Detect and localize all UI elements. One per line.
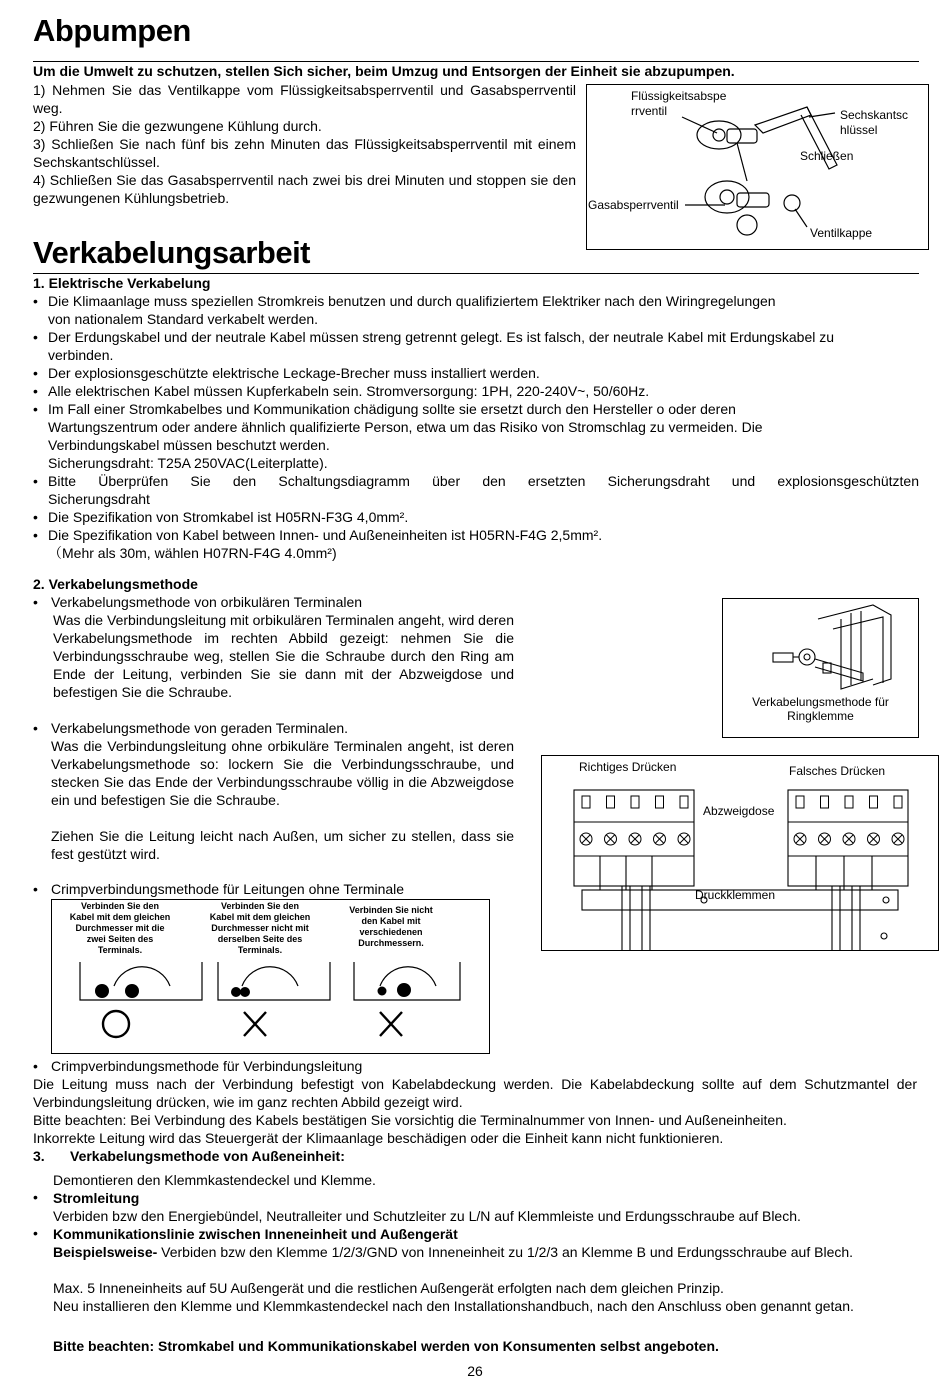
straight-terminal-text-2: Ziehen Sie die Leitung leicht nach Außen, um sicher zu stellen, dass sie fest gestützt wird. [51,828,514,862]
caption-line: Terminals. [237,945,283,955]
bullet-line: Sicherungsdraht: T25A 250VAC(Leiterplatte). [48,455,328,471]
right-press-label: Richtiges Drücken [579,760,677,774]
terminal-slot [796,796,804,808]
wiring-note [33,1111,923,1147]
close-label: Schließen [800,149,854,163]
wiring-bullet [33,472,919,508]
note-line: Inkorrekte Leitung wird das Steuergerät der Klimaanlage beschädigen oder die Einheit kann nicht funktionieren. [33,1130,724,1146]
pressing-drawing [542,756,938,950]
comm-line-heading: Kommunikationslinie zwischen Inneneinheit und Außengerät [53,1226,458,1242]
bullet-line: Sicherungsdraht [48,491,150,507]
pumpdown-step: 1) Nehmen Sie das Ventilkappe vom Flüssigkeitsabsperrventil und Gasabsperrventil weg. [33,82,576,116]
bullet-dot: • [33,720,38,736]
pumpdown-step: 4) Schließen Sie das Gasabsperrventil nach zwei bis drei Minuten und stoppen sie den gezwungenen Kühlungsbetrieb. [33,172,576,206]
caption-line: verschiedenen [359,927,423,937]
caption-line: Verbinden Sie nicht [349,905,433,915]
gas-valve-label: Gasabsperrventil [588,198,679,212]
bullet-dot: • [33,401,38,417]
crimp-caption-2 [197,901,323,956]
valve-figure [586,84,929,250]
screw-cross [796,835,804,843]
bullet-dot: • [33,383,38,399]
bullet-dot: • [33,329,38,345]
page-title-abpumpen: Abpumpen [33,13,191,48]
caption-line: Kabel mit dem gleichen [69,912,171,922]
clamps-label: Druckklemmen [695,888,776,902]
power-line-text: Verbiden bzw den Energiebündel, Neutralleiter und Schutzleiter zu L/N auf Klemmleiste und Erdungsschraube auf Blech. [53,1208,801,1224]
outdoor-wiring-heading: Verkabelungsmethode von Außeneinheit: [70,1148,345,1164]
junction-box-label: Abzweigdose [703,804,775,818]
wiring-bullet [33,526,919,562]
wiring-bullet [33,400,919,472]
pumpdown-step: 2) Führen Sie die gezwungene Kühlung durch. [33,118,322,134]
bullet-dot: • [33,881,38,897]
crimp-heading: Crimpverbindungsmethode für Leitungen ohne Terminale [51,881,405,897]
electrical-bullets [33,292,919,562]
crimp-caption-1 [57,901,183,956]
bullet-line: Der Erdungskabel und der neutrale Kabel müssen streng getrennt gelegt. Es ist falsch, der neutrale Kabel mit Erdungskabel zu [48,329,835,345]
bullet-line: Wartungszentrum oder andere ähnlich qualifizierte Person, etwa um das Risiko von Stromschlag zu vermeiden. Die [48,419,763,435]
liquid-valve-label-2: rrventil [631,104,668,118]
pumpdown-steps [33,81,576,207]
terminal-slot [845,796,853,808]
caption-line: Verbinden Sie den [80,901,160,911]
bullet-line: （Mehr als 30m, wählen H07RN-F4G 4.0mm²) [48,545,337,561]
terminal-slot [607,796,615,808]
caption-line: derselben Seite des [217,934,303,944]
screw-cross [631,835,639,843]
caption-line: Kabel mit dem gleichen [209,912,311,922]
screw-cross [894,835,902,843]
electrical-wiring-heading: 1. Elektrische Verkabelung [33,275,211,291]
final-note: Bitte beachten: Stromkabel und Kommunikationskabel werden von Konsumenten selbst angeboten. [53,1338,719,1354]
bullet-dot: • [33,365,38,381]
ring-terminal-figure [722,598,919,738]
bullet-line: verbinden. [48,347,114,363]
bullet-dot: • [33,293,38,309]
straight-terminal-heading: Verkabelungsmethode von geraden Terminalen. [51,720,349,736]
caption-line: den Kabel mit [361,916,421,926]
wrong-press-label: Falsches Drücken [789,764,886,778]
wiring-bullet [33,508,919,526]
outdoor-wiring-number: 3. [33,1148,45,1164]
caption-line: Terminals. [97,945,143,955]
terminal-slot [631,796,639,808]
bullet-line: Die Spezifikation von Kabel between Innen- und Außeneinheiten ist H05RN-F4G 2,5mm². [48,527,603,543]
ring-figure-caption-2: Ringklemme [787,709,854,723]
bullet-line: Die Spezifikation von Stromkabel ist H05RN-F3G 4,0mm². [48,509,409,525]
wiring-bullet [33,382,919,400]
wiring-bullet [33,292,919,328]
crimp2-heading: Crimpverbindungsmethode für Verbindungsleitung [51,1058,363,1074]
caption-line: Durchmesser mit die [75,923,165,933]
ring-figure-caption: Verkabelungsmethode für [752,695,889,709]
screw-cross [821,835,829,843]
terminal-slot [821,796,829,808]
liquid-valve-label: Flüssigkeitsabspe [631,89,727,103]
screw-cross [607,835,615,843]
hex-key-label: Sechskantsc [840,108,909,122]
terminal-slot [894,796,902,808]
pressing-figure [541,755,939,951]
crimp2-text: Die Leitung muss nach der Verbindung befestigt von Kabelabdeckung werden. Die Kabelabdeckung sollte auf dem Schutzmantel der Verbindungsleitung drücken, wie im ganz rechten Abbild gezeigt wird. [33,1076,917,1110]
terminal-slot [870,796,878,808]
screw-cross [870,835,878,843]
caption-line: zwei Seiten des [86,934,154,944]
bullet-line: Alle elektrischen Kabel müssen Kupferkabeln sein. Stromversorgung: 1PH, 220-240V~, 50/60Hz. [48,383,650,399]
bullet-line: Im Fall einer Stromkabelbes und Kommunikation chädigung sollte sie ersetzt durch den Hersteller o oder deren [48,401,736,417]
section-title-wiring: Verkabelungsarbeit [33,235,311,270]
bullet-line: Bitte Überprüfen Sie den Schaltungsdiagramm über den ersetzten Sicherungsdraht und explosionsgeschützten [48,473,919,489]
hex-key-label-2: hlüssel [840,123,878,137]
ring-terminal-text: Was die Verbindungsleitung mit orbikulären Terminalen angeht, wird deren Verkabelungsmethode im rechten Abbild gezeigt: nehmen Sie die Verbindungsschraube weg, stellen Sie die Schraube durch den Ring am Ende der Leitung, verbinden Sie sie dann mit der Abzweigdose und befestigen Sie die Schraube. [53,612,514,700]
pumpdown-intro: Um die Umwelt zu schutzen, stellen Sich sicher, beim Umzug und Entsorgen der Einheit sie abzupumpen. [33,63,735,79]
bullet-dot: • [33,594,38,610]
caption-line: Verbinden Sie den [220,901,300,911]
comm-example [53,1243,919,1261]
comm-example-label: Beispielsweise- [53,1244,158,1260]
power-line-heading: Stromleitung [53,1190,140,1206]
bullet-line: Die Klimaanlage muss speziellen Stromkreis benutzen und durch qualifiziertem Elektriker nach den Wiringregelungen [48,293,776,309]
bullet-dot: • [33,473,38,489]
bullet-line: von nationalem Standard verkabelt werden. [48,311,319,327]
screw-cross [656,835,664,843]
bullet-dot: • [33,1225,38,1241]
bullet-dot: • [33,527,38,543]
straight-terminal-text: Was die Verbindungsleitung ohne orbikuläre Terminalen angeht, ist deren Verkabelungsmethode so: lockern Sie die Verbindungsschraube, und stecken Sie das Ende der Verbindungsschraube völlig in die Abzweigdose ein und befestigen Sie die Schraube. [51,738,514,808]
terminal-slot [656,796,664,808]
crimp-caption-3 [336,905,446,949]
wiring-bullet [33,328,919,364]
terminal-slot [680,796,688,808]
bullet-dot: • [33,1189,38,1205]
comm-example-text: Verbiden bzw den Klemme 1/2/3/GND von Inneneinheit zu 1/2/3 an Klemme B und Erdungsschraube auf Blech. [157,1244,854,1260]
bullet-line: Der explosionsgeschützte elektrische Leckage-Brecher muss installiert werden. [48,365,540,381]
comm-max: Max. 5 Inneneinheits auf 5U Außengerät und die restlichen Außengerät erfolgten nach dem gleichen Prinzip. [53,1280,724,1296]
page-number: 26 [467,1363,483,1379]
outdoor-wiring-step: Demontieren den Klemmkastendeckel und Klemme. [53,1172,376,1188]
bullet-dot: • [33,509,38,525]
caption-line: Durchmesser nicht mit [211,923,309,933]
valve-cap-label: Ventilkappe [810,226,873,240]
crimp-figure [51,899,490,1054]
screw-cross [582,835,590,843]
wiring-method-heading: 2. Verkabelungsmethode [33,576,198,592]
pumpdown-step: 3) Schließen Sie nach fünf bis zehn Minuten das Flüssigkeitsabsperrventil mit einem Sechskantschlüssel. [33,136,576,170]
note-line: Bitte beachten: Bei Verbindung des Kabels bestätigen Sie vorsichtig die Terminalnummer von Innen- und Außeneinheiten. [33,1112,787,1128]
comm-reinstall: Neu installieren den Klemme und Klemmkastendeckel nach den Installationshandbuch, nach den Anschluss oben genannt getan. [53,1298,854,1314]
terminal-slot [582,796,590,808]
wiring-bullet [33,364,919,382]
ring-terminal-heading: Verkabelungsmethode von orbikulären Terminalen [51,594,363,610]
screw-cross [845,835,853,843]
bullet-line: Verbindungskabel müssen beschutzt werden. [48,437,330,453]
screw-cross [680,835,688,843]
bullet-dot: • [33,1058,38,1074]
caption-line: Durchmessern. [358,938,424,948]
